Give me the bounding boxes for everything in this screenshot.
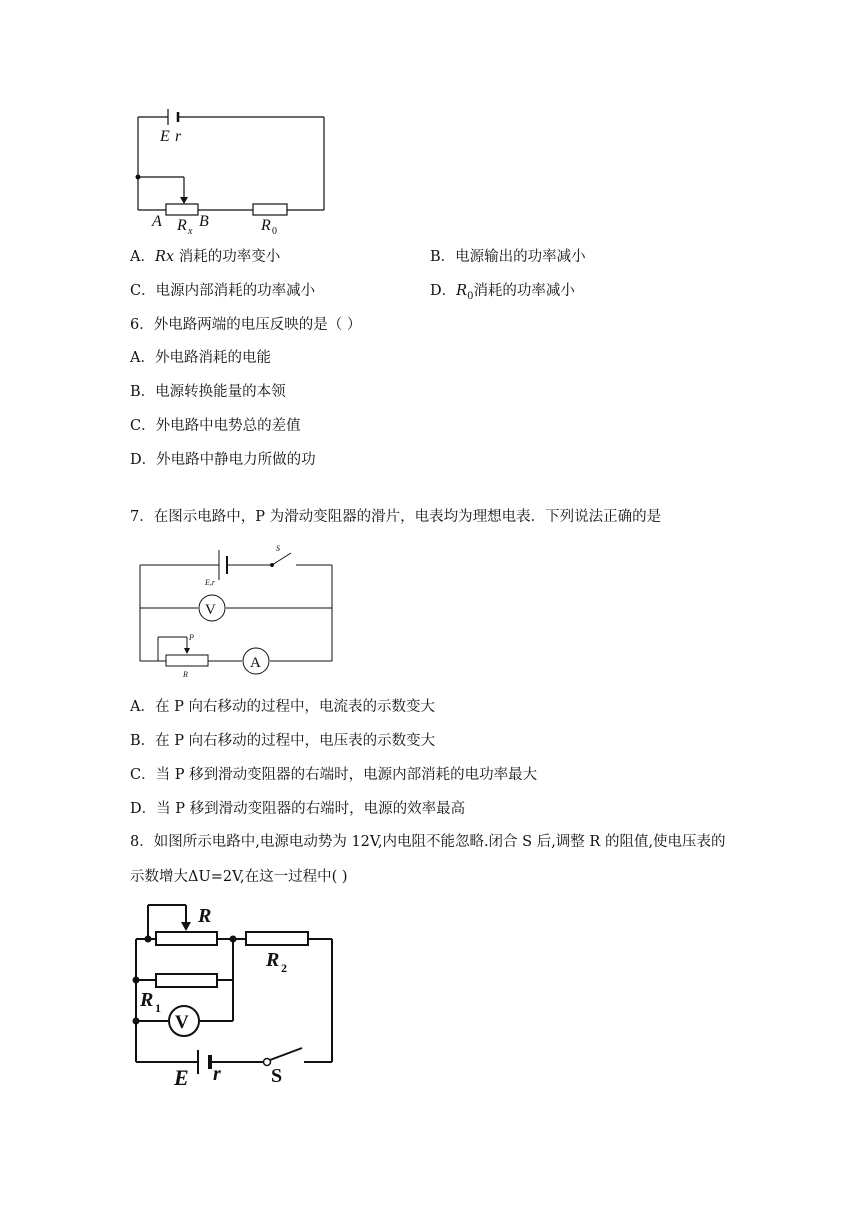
q8-junction-dot [145, 936, 152, 943]
q8-junction-dot [133, 1018, 140, 1025]
q7-label-v: V [205, 602, 216, 618]
q8-r-rheostat [156, 932, 217, 945]
q5-option-d-sub: 0 [467, 290, 474, 302]
q8-switch-blade [270, 1048, 302, 1060]
q5-label-b: B [199, 213, 209, 230]
q7-label-r: R [183, 670, 188, 679]
q5-option-a-var: Rx [154, 249, 175, 265]
q8-stem-line1: 8．如图所示电路中,电源电动势为 12V,内电阻不能忽略.闭合 S 后,调整 R 的阻值,使电压表的 [130, 834, 726, 850]
q5-option-a-text: 消耗的功率变小 [174, 249, 281, 265]
q7-label-a: A [250, 655, 261, 671]
q7-label-er: E,r [205, 578, 215, 587]
q5-label-a: A [152, 213, 162, 230]
q5-label-e: E [160, 128, 170, 145]
q5-label-r: r [175, 128, 182, 145]
q8-junction-dot [133, 977, 140, 984]
q8-label-r1: R [140, 989, 154, 1011]
q7-stem: 7．在图示电路中，P 为滑动变阻器的滑片，电表均为理想电表．下列说法正确的是 [130, 509, 662, 525]
q5-label-rx-sub: x [188, 226, 193, 237]
q8-r1-resistor [156, 974, 217, 987]
q8-slider-arrow-icon [181, 922, 191, 931]
q7-option-a: A．在 P 向右移动的过程中，电流表的示数变大 [130, 699, 435, 715]
q6-option-c: C．外电路中电势总的差值 [130, 418, 301, 434]
q6-stem: 6．外电路两端的电压反映的是（ ） [130, 317, 362, 333]
q8-label-v: V [175, 1012, 189, 1033]
q7-option-d: D．当 P 移到滑动变阻器的右端时，电源的效率最高 [130, 801, 466, 817]
q6-option-a: A．外电路消耗的电能 [130, 350, 271, 366]
q8-label-r: R [198, 905, 212, 927]
q7-option-b: B．在 P 向右移动的过程中，电压表的示数变大 [130, 733, 436, 749]
q7-label-s: S [276, 544, 280, 553]
q8-label-r-internal: r [213, 1063, 221, 1085]
q5-label-r0: R [261, 217, 271, 234]
q5-label-r0-sub: 0 [272, 226, 277, 237]
q5-option-c: C．电源内部消耗的功率减小 [130, 283, 316, 299]
q8-label-r2: R [266, 949, 280, 971]
q8-label-e: E [174, 1065, 189, 1090]
q8-label-r1-sub: 1 [155, 1001, 161, 1015]
q5-label-rx: R [177, 217, 187, 234]
q8-switch-pivot [264, 1059, 271, 1066]
q5-option-d-var: R [456, 283, 468, 299]
q8-stem-line2: 示数增大ΔU=2V,在这一过程中( ) [130, 869, 348, 885]
q8-label-r2-sub: 2 [281, 961, 287, 975]
q6-option-b: B．电源转换能量的本领 [130, 384, 286, 400]
q5-option-b: B．电源输出的功率减小 [430, 249, 586, 265]
q7-label-p: P [189, 633, 194, 642]
q8-junction-dot [230, 936, 237, 943]
q8-label-s: S [271, 1065, 283, 1087]
q5-option-d-text: 消耗的功率减小 [473, 283, 575, 299]
q7-option-c: C．当 P 移到滑动变阻器的右端时，电源内部消耗的电功率最大 [130, 767, 538, 783]
q5-option-a-prefix: A． [130, 249, 155, 265]
q6-option-d: D．外电路中静电力所做的功 [130, 452, 316, 468]
q5-option-d-prefix: D． [430, 283, 457, 299]
q8-r2-resistor [246, 932, 308, 945]
